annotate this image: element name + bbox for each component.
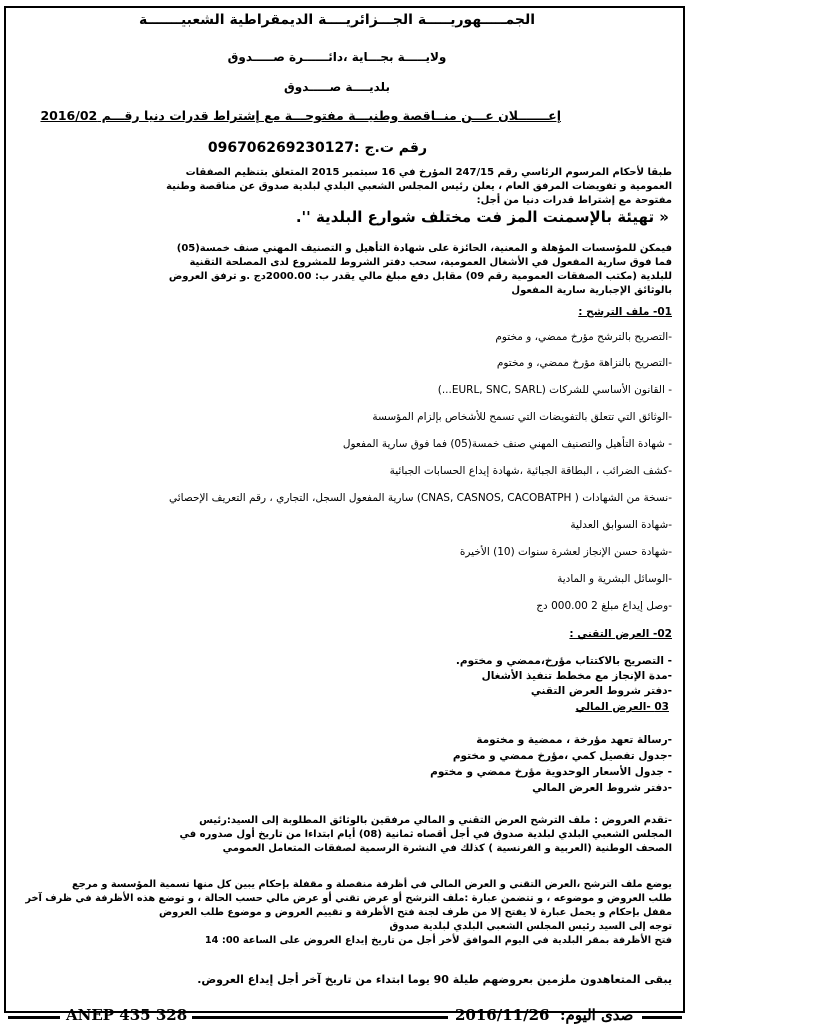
commune-line: بلديــــة صـــــدوق xyxy=(284,80,390,94)
list-item: -دفتر شروط العرض المالي xyxy=(532,782,672,794)
eligibility-paragraph: فيمكن للمؤسسات المؤهلة و المعنية، الحائزة على شهادة التأهيل و التصنيف المهني صنف خمسة(05) فما فوق سارية المفعول في الأشغال العمومية، سحب دفتر الشروط للمشروع لدى المصلحة التقنية للبلدية (مكتب الصفقات العمومية رقم 09) مقابل دفع مبلغ مالي يقدر ب: 2000.00دج .و ترفق العروض بالوثائق الإجبارية سارية المفعول xyxy=(168,243,672,296)
list-item: - جدول الأسعار الوحدوية مؤرخ ممضي و مختوم xyxy=(430,766,672,778)
envelope-line: توجه إلى السيد رئيس المجلس الشعبي البلدي لبلدية صدوق xyxy=(389,921,672,932)
publication-name: صدى اليوم: xyxy=(560,1006,634,1024)
envelope-line: فتح الأظرفة بمقر البلدية في اليوم الموافق لأخر أجل من تاريخ إيداع العروض على الساعة 00: 14 xyxy=(204,935,672,946)
envelope-line: يوضع ملف الترشح ،العرض التقني و العرض المالي في أظرفة منفصلة و مقفلة بإحكام يبين كل منها تسمية المؤسسة و مرجع xyxy=(72,879,672,890)
list-item: -شهادة السوابق العدلية xyxy=(570,519,672,531)
list-item: -مدة الإنجاز مع مخطط تنفيذ الأشغال xyxy=(481,670,672,682)
footer-rule-right xyxy=(642,1016,682,1019)
list-item: -كشف الضرائب ، البطاقة الجبائية ،شهادة إيداع الحسابات الجبائية xyxy=(389,465,672,477)
list-item: -جدول تفصيل كمي ،مؤرخ ممضي و مختوم xyxy=(452,750,672,762)
submission-paragraph: -تقدم العروض : ملف الترشح العرض التقني و المالي مرفقين بالوثائق المطلوبة إلى السيد:رئيس المجلس الشعبي البلدي لبلدية صدوق في أجل أقصاه ثمانية (08) أيام ابتداءا من تاريخ أول صدوره في الصحف الوطنية (العربية و الفرنسية ) كذلك في النشرة الرسمية لصفقات المتعامل العمومي xyxy=(179,815,672,854)
list-item: -الوسائل البشرية و المادية xyxy=(557,573,672,585)
financial-heading: 03 -العرض المالي xyxy=(575,701,669,713)
list-item: -نسخة من الشهادات ( CNAS, CASNOS, CACOBATPH) سارية المفعول السجل، التجاري ، رقم التعريف الإحصائي xyxy=(168,492,672,504)
candidature-heading: 01- ملف الترشح : xyxy=(578,306,672,318)
envelope-line: مقفل بإحكام و يحمل عبارة لا يفتح إلا من طرف لجنة فتح الأظرفة و تقييم العروض و موضوع طلب العروض xyxy=(159,907,672,918)
tax-number: رقم ت.ج :096706269230127 xyxy=(207,140,427,156)
publication-date: 2016/11/26 xyxy=(455,1006,550,1024)
footer-rule-middle xyxy=(192,1016,448,1019)
document-frame xyxy=(4,6,685,1013)
footer-rule-left xyxy=(8,1016,60,1019)
list-item: -رسالة تعهد مؤرخة ، ممضية و مختومة xyxy=(476,734,672,746)
list-item: - شهادة التأهيل والتصنيف المهني صنف خمسة(05) فما فوق سارية المفعول xyxy=(342,438,672,450)
republic-heading: الجمـــــهوريـــــة الجـــزائريــــة الديمقراطية الشعبيـــــــة xyxy=(138,12,536,28)
anep-reference: ANEP 435 328 xyxy=(66,1006,188,1024)
list-item: -شهادة حسن الإنجاز لعشرة سنوات (10) الأخيرة xyxy=(459,546,672,558)
list-item: -التصريح بالنزاهة مؤرخ ممضي، و مختوم xyxy=(496,357,672,369)
announcement-title: إعـــــــلان عـــن منــاقصة وطنيـــة مفتوحـــة مع إشتراط قدرات دنيا رقـــم 2016/02 xyxy=(40,108,561,123)
envelope-line: طلب العروض و موضوعه ، و تتضمن عبارة :ملف الترشح أو عرض تقني أو عرض مالي حسب الحالة ، و توضع هذه الأظرفة في ظرف آخر xyxy=(25,893,672,904)
wilaya-line: ولايـــــة بجـــاية ،دائــــــرة صـــــدوق xyxy=(227,50,447,64)
technical-heading: 02- العرض التقني : xyxy=(569,628,672,640)
list-item: -التصريح بالترشح مؤرخ ممضي، و مختوم xyxy=(495,331,672,343)
list-item: - التصريح بالاكتتاب مؤرخ،ممضي و مختوم. xyxy=(455,655,672,667)
list-item: -الوثائق التي تتعلق بالتفويضات التي تسمح للأشخاص بإلزام المؤسسة xyxy=(372,411,672,423)
project-title: « تهيئة بالإسمنت المز فت مختلف شوارع البلدية ''. xyxy=(295,208,669,226)
validity-line: يبقى المتعاهدون ملزمين بعروضهم طيلة 90 يوما ابتداء من تاريخ آخر أجل إيداع العروض. xyxy=(197,973,672,986)
list-item: -دفتر شروط العرض التقني xyxy=(530,685,672,697)
intro-paragraph: طبقا لأحكام المرسوم الرئاسي رقم 247/15 المؤرخ في 16 سبتمبر 2015 المتعلق بتنظيم الصفقات العمومية و تفويضات المرفق العام ، يعلن رئيس المجلس الشعبي البلدي لبلدية صدوق عن مناقصة وطنية مفتوحة مع إشتراط قدرات دنيا من أجل: xyxy=(166,167,672,206)
list-item: - القانون الأساسي للشركات (EURL, SNC, SARL...) xyxy=(437,384,672,396)
list-item: -وصل إيداع مبلغ 2 000.00 دج xyxy=(536,600,672,612)
